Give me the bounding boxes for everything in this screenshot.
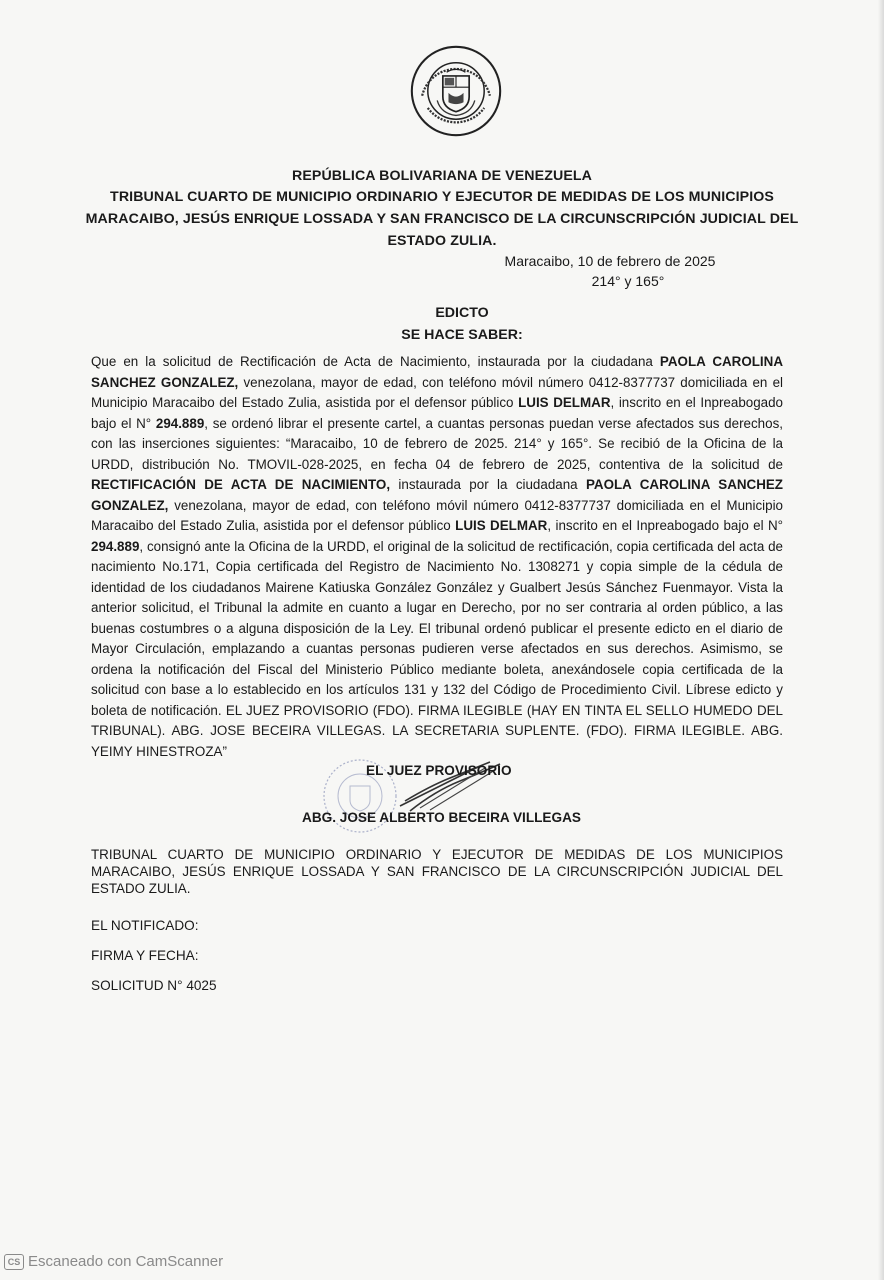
camscanner-logo-icon: CS — [4, 1254, 24, 1270]
camscanner-label: Escaneado con CamScanner — [28, 1253, 224, 1270]
body-text-segment: , inscrito en el Inpreabogado bajo el N° — [547, 518, 784, 533]
applicant-name: PAOLA CAROLINA SANCHEZ GONZALEZ, — [91, 477, 783, 513]
signature-date-label: FIRMA Y FECHA: — [91, 948, 199, 963]
camscanner-watermark — [4, 1253, 223, 1270]
se-hace-saber: SE HACE SABER: — [401, 327, 523, 343]
patriotic-years: 214° y 165° — [591, 273, 665, 289]
body-text-segment: , consignó ante la Oficina de la URDD, el original de la solicitud de rectificación, copia certificada del acta de nacimiento No.171, Copia certificada del Registro de Nacimiento No. 1308271 y copia simple de la cédula de identidad de los ciudadanos Mairene Katiuska González González y Gualbert Jesús Sánchez Fuenmayor. Vista la anterior solicitud, el Tribunal la admite en cuanto a lugar en Derecho, por no ser contraria al orden público, a las buenas costumbres o a alguna disposición de la Ley. El tribunal ordenó publicar el presente edicto en el diario de Mayor Circulación, emplazando a cuantas personas pudieren verse afectados en sus derechos. Asimismo, se ordena la notificación del Fiscal del Ministerio Público mediante boleta, anexándosele copia certificada de la solicitud con base a lo establecido en los artículos 131 y 132 del Código de Procedimiento Civil. Líbrese edicto y boleta de notificación. EL JUEZ PROVISORIO (FDO). FIRMA ILEGIBLE (HAY EN TINTA EL SELLO HUMEDO DEL TRIBUNAL). ABG. JOSE BECEIRA VILLEGAS. LA SECRETARIA SUPLENTE. (FDO). FIRMA ILEGIBLE. ABG. YEIMY HINESTROZA” — [91, 538, 783, 759]
court-seal-icon — [409, 44, 503, 138]
body-text-segment: Que en la solicitud de Rectificación de Acta de Nacimiento, instaurada por la ciudadana — [91, 354, 660, 369]
court-heading-line-3: ESTADO ZULIA. — [387, 233, 497, 249]
judge-role-label: EL JUEZ PROVISORIO — [366, 763, 512, 778]
defender-name: LUIS DELMAR — [518, 395, 611, 410]
body-text-segment: venezolana, mayor de edad, con teléfono móvil número 0412-8377737 domiciliada en el Municipio Maracaibo del Estado Zulia, asistida por el defensor público — [91, 497, 783, 533]
page-edge-shadow — [878, 0, 884, 1280]
notified-label: EL NOTIFICADO: — [91, 918, 199, 933]
request-number: SOLICITUD N° 4025 — [91, 978, 217, 993]
body-text-segment: instaurada por la ciudadana — [390, 477, 586, 492]
notification-court-name: TRIBUNAL CUARTO DE MUNICIPIO ORDINARIO Y EJECUTOR DE MEDIDAS DE LOS MUNICIPIOS MARACAIBO, JESÚS ENRIQUE LOSSADA Y SAN FRANCISCO DE LA CIRCUNSCRIPCIÓN JUDICIAL DEL ESTADO ZULIA. — [91, 847, 783, 896]
defender-name: LUIS DELMAR — [455, 518, 548, 533]
applicant-name: PAOLA CAROLINA SANCHEZ GONZALEZ, — [91, 354, 783, 390]
body-text-segment: , inscrito en el Inpreabogado bajo el N° — [91, 395, 783, 431]
body-text-segment: , se ordenó librar el presente cartel, a cuantas personas puedan verse afectados sus derechos, con las inserciones siguientes: “Maracaibo, 10 de febrero de 2025. 214° y 165°. Se recibió de la Oficina de la URDD, distribución No. TMOVIL-028-2025, en fecha 04 de febrero de 2025, contentiva de la solicitud de — [91, 415, 783, 472]
body-text-segment: venezolana, mayor de edad, con teléfono móvil número 0412-8377737 domiciliada en el Municipio Maracaibo del Estado Zulia, asistida por el defensor público — [91, 374, 783, 410]
judge-name: ABG. JOSE ALBERTO BECEIRA VILLEGAS — [302, 810, 581, 825]
inpreabogado-number: 294.889 — [155, 415, 205, 431]
country-heading: REPÚBLICA BOLIVARIANA DE VENEZUELA — [291, 168, 593, 184]
inpreabogado-number: 294.889 — [91, 538, 140, 554]
court-heading-line-2: MARACAIBO, JESÚS ENRIQUE LOSSADA Y SAN FRANCISCO DE LA CIRCUNSCRIPCIÓN JUDICIAL DEL — [85, 211, 799, 227]
court-heading-line-1: TRIBUNAL CUARTO DE MUNICIPIO ORDINARIO Y EJECUTOR DE MEDIDAS DE LOS MUNICIPIOS — [110, 189, 774, 205]
place-date: Maracaibo, 10 de febrero de 2025 — [504, 253, 716, 269]
edicto-body — [91, 352, 783, 762]
request-type: RECTIFICACIÓN DE ACTA DE NACIMIENTO, — [91, 477, 391, 492]
edicto-title: EDICTO — [435, 305, 489, 321]
